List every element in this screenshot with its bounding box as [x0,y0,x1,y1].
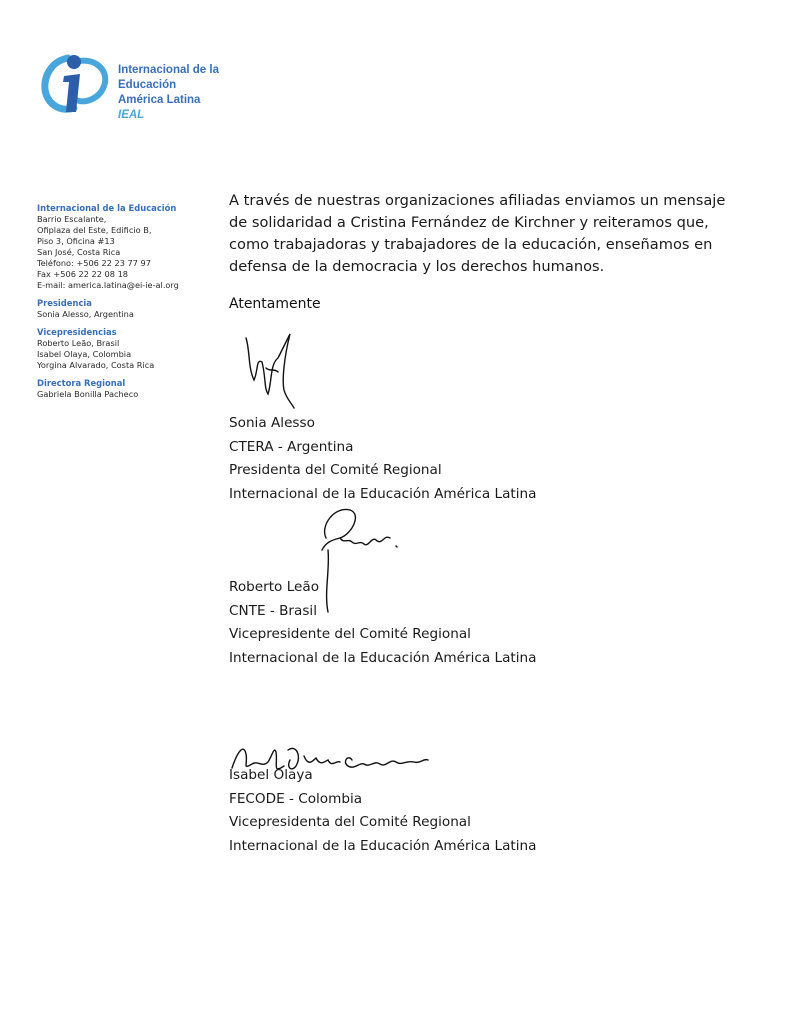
directora-title: Directora Regional [37,378,126,388]
signatory-institution: Internacional de la Educación América Latina [229,485,537,502]
vice-name: Isabel Olaya, Colombia [37,349,132,359]
directora-name: Gabriela Bonilla Pacheco [37,389,139,399]
closing: Atentamente [229,296,321,312]
signatory-block [229,576,536,670]
signatory-block [229,412,536,506]
ei-logo-icon [38,48,116,120]
email-line: E-mail: america.latina@ei-ie-al.org [37,280,179,290]
sidebar-org-title: Internacional de la Educación [37,203,177,213]
vice-name: Yorgina Alvarado, Costa Rica [37,360,155,370]
signatory-name: Isabel Olaya [229,767,313,783]
signatory-institution: Internacional de la Educación América Latina [229,649,537,666]
address-line: San José, Costa Rica [37,247,121,257]
logo-line-3: IEAL [118,109,145,121]
signatory-name: Sonia Alesso [229,415,315,431]
signatory-role: Vicepresidenta del Comité Regional [229,814,471,830]
logo-line-1: Internacional de la Educación [118,64,219,91]
vicepresidencias-title: Vicepresidencias [37,327,117,337]
address-line: Barrio Escalante, [37,214,107,224]
sidebar-contact [37,203,212,407]
signatory-org: CNTE - Brasil [229,602,317,619]
logo-line-2: América Latina [118,94,201,106]
signatory-institution: Internacional de la Educación América Latina [229,837,537,854]
address-line: Ofiplaza del Este, Edificio B, [37,225,152,235]
signatory-org: CTERA - Argentina [229,438,354,455]
signatory-role: Vicepresidente del Comité Regional [229,626,471,642]
fax-line: Fax +506 22 22 08 18 [37,269,128,279]
signatory-role: Presidenta del Comité Regional [229,462,442,478]
letter-body [229,190,726,278]
vice-name: Roberto Leão, Brasil [37,338,120,348]
signature-sonia-alesso [236,328,308,414]
address-line: Piso 3, Oficina #13 [37,236,115,246]
presidencia-name: Sonia Alesso, Argentina [37,309,134,319]
signatory-org: FECODE - Colombia [229,790,363,807]
ieal-logo [38,48,278,120]
presidencia-title: Presidencia [37,298,92,308]
signatory-name: Roberto Leão [229,579,320,595]
letter-paragraph: A través de nuestras organizaciones afiliadas enviamos un mensaje de solidaridad a Cristina Fernández de Kirchner y reiteramos que, como trabajadoras y trabajadores de la educación, enseñamos en defensa de la democracia y los derechos humanos. [229,192,726,275]
signatory-block [229,764,536,858]
phone-line: Teléfono: +506 22 23 77 97 [37,258,151,268]
